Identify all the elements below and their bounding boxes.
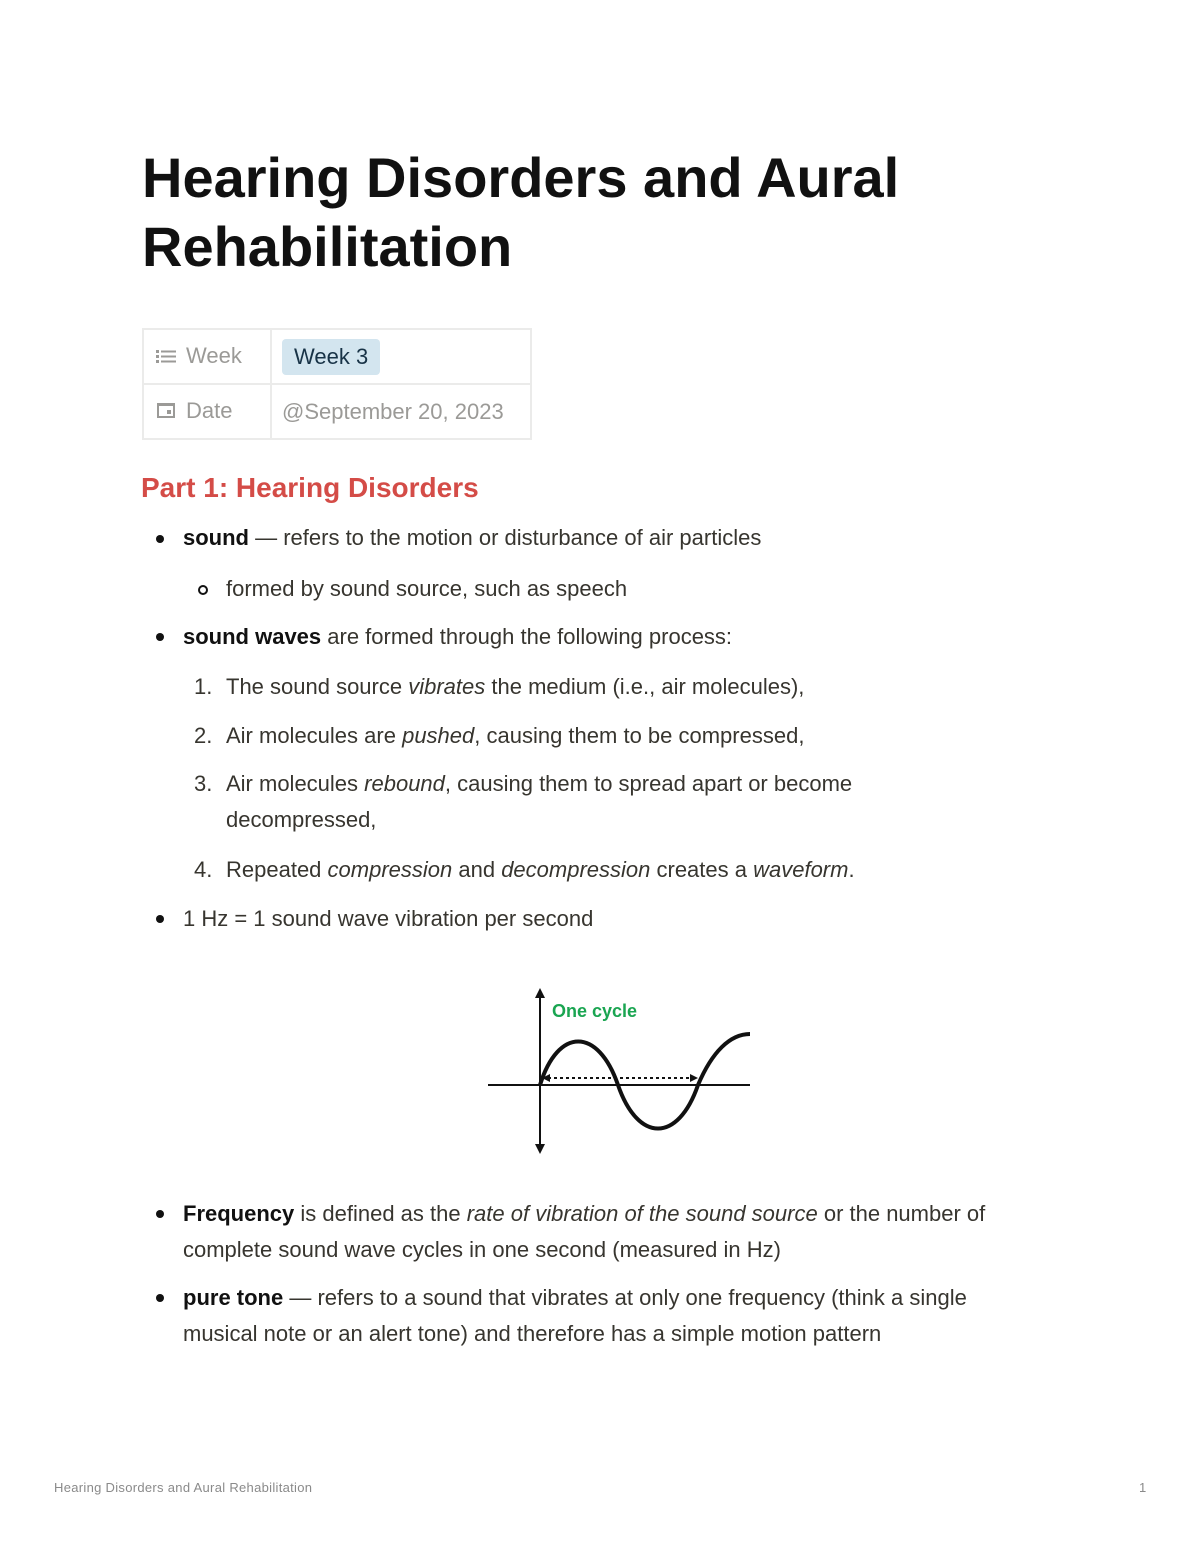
step-emphasis: waveform: [753, 857, 849, 882]
step-text: , causing them to be compressed,: [474, 723, 805, 748]
term: sound waves: [183, 624, 322, 649]
arrow-down-icon: [535, 1144, 545, 1154]
sine-wave-diagram: [480, 982, 770, 1160]
step-text: , causing them to spread apart or become: [444, 771, 853, 796]
arrow-right-icon: [690, 1074, 698, 1082]
list-item-continued: complete sound wave cycles in one second (measured in Hz): [183, 1237, 781, 1262]
term: sound: [183, 525, 249, 550]
step-text: Air molecules are: [226, 723, 403, 748]
bullet-icon: [156, 1210, 164, 1218]
bullet-icon: [156, 535, 164, 543]
property-label: Date: [186, 397, 233, 423]
calendar-icon: [156, 399, 176, 425]
list-item: [183, 619, 732, 655]
step-item: [226, 766, 852, 802]
step-number: 3.: [194, 771, 213, 796]
step-emphasis: pushed: [402, 723, 475, 748]
step-number: 2.: [194, 723, 213, 748]
arrow-up-icon: [535, 988, 545, 998]
term: pure tone: [183, 1285, 284, 1310]
properties-table: [142, 328, 532, 440]
step-item-continued: decompressed,: [226, 807, 377, 832]
item-text: are formed through the following process:: [321, 624, 733, 649]
step-text: .: [848, 857, 855, 882]
step-number: 4.: [194, 857, 213, 882]
item-text: is defined as the: [294, 1201, 467, 1226]
sub-bullet-icon: [198, 585, 208, 595]
property-row-week: [143, 329, 531, 384]
date-value[interactable]: @September 20, 2023: [282, 398, 504, 424]
step-emphasis: vibrates: [408, 674, 486, 699]
step-text: Repeated: [226, 857, 328, 882]
step-number: 1.: [194, 674, 213, 699]
sine-wave-figure: [480, 982, 770, 1165]
property-row-date: [143, 384, 531, 439]
bullet-icon: [156, 915, 164, 923]
list-item: [183, 1280, 967, 1316]
footer-title: Hearing Disorders and Aural Rehabilitation: [54, 1480, 313, 1495]
step-item: [226, 852, 855, 888]
figure-label: One cycle: [552, 1001, 638, 1021]
list-item-continued: musical note or an alert tone) and therefore has a simple motion pattern: [183, 1321, 882, 1346]
step-text: and: [452, 857, 502, 882]
week-tag[interactable]: Week 3: [282, 339, 380, 375]
step-text: The sound source: [226, 674, 409, 699]
step-item: [226, 669, 804, 705]
item-emphasis: rate of vibration of the sound source: [466, 1201, 818, 1226]
step-item: [226, 718, 804, 754]
step-emphasis: rebound: [364, 771, 445, 796]
item-text: or the number of: [817, 1201, 986, 1226]
list-item: [183, 1196, 985, 1232]
property-name-date: [143, 384, 271, 439]
item-text: — refers to a sound that vibrates at only one frequency (think a single: [283, 1285, 967, 1310]
page-title: Hearing Disorders and Aural Rehabilitation: [142, 146, 900, 278]
sine-curve: [540, 1034, 750, 1129]
list-item: [183, 520, 761, 556]
step-text: the medium (i.e., air molecules),: [485, 674, 805, 699]
term: Frequency: [183, 1201, 295, 1226]
list-icon: [156, 344, 176, 370]
step-text: Air molecules: [226, 771, 365, 796]
list-item: 1 Hz = 1 sound wave vibration per second: [183, 906, 594, 931]
bullet-icon: [156, 1294, 164, 1302]
step-emphasis: compression: [327, 857, 453, 882]
page-number: 1: [1139, 1480, 1147, 1495]
property-value-week[interactable]: [271, 329, 531, 384]
bullet-icon: [156, 633, 164, 641]
property-label: Week: [186, 342, 242, 368]
list-item: formed by sound source, such as speech: [226, 576, 628, 601]
property-name-week: [143, 329, 271, 384]
step-text: creates a: [650, 857, 754, 882]
section-heading: Part 1: Hearing Disorders: [141, 472, 479, 503]
property-value-date[interactable]: [271, 384, 531, 439]
item-text: — refers to the motion or disturbance of air particles: [249, 525, 762, 550]
step-emphasis: decompression: [501, 857, 651, 882]
